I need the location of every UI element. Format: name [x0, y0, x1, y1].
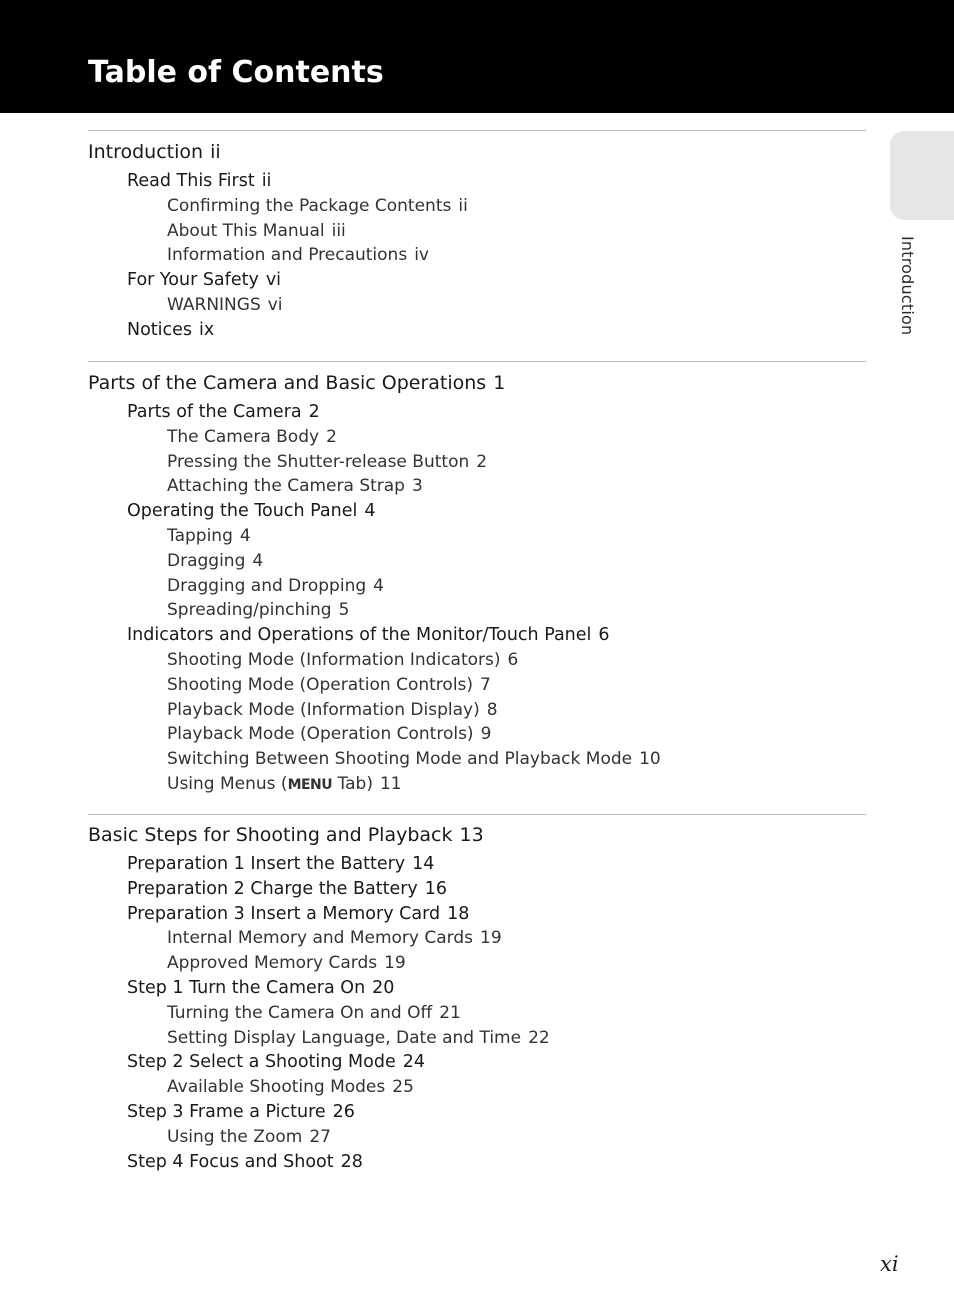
section-tab-label: Introduction: [898, 236, 917, 336]
toc-entry-page: iii: [331, 220, 346, 241]
toc-entry-label: Turning the Camera On and Off: [167, 1002, 433, 1023]
toc-entry-page: 10: [639, 749, 661, 770]
section-tab: [890, 131, 954, 220]
toc-entry-label: Pressing the Shutter-release Button: [167, 451, 470, 472]
toc-entry-label: Internal Memory and Memory Cards: [167, 928, 474, 949]
toc-entry-page: 11: [379, 774, 402, 794]
toc-entry-page: 5: [338, 600, 350, 621]
toc-entry-page: 21: [439, 1002, 461, 1023]
toc-entry-page: 4: [373, 575, 384, 596]
toc-entry-label: Shooting Mode (Operation Controls): [167, 674, 474, 695]
toc-entry-label: Basic Steps for Shooting and Playback: [88, 824, 453, 846]
toc-entry-page: ii: [210, 141, 221, 163]
toc-entry-label: The Camera Body: [167, 426, 320, 447]
toc-entry-label: Spreading/pinching: [167, 600, 332, 621]
toc-entry-page: 13: [459, 824, 484, 846]
toc-entry-page: 2: [476, 451, 488, 472]
page-title: Table of Contents: [88, 55, 384, 90]
toc-entry-label: Step 2 Select a Shooting Mode: [127, 1052, 396, 1073]
toc-entry-label: Approved Memory Cards: [167, 953, 378, 974]
toc-entry-label: Switching Between Shooting Mode and Playback Mode: [167, 749, 633, 770]
toc-entry-page: 6: [507, 650, 519, 670]
toc-entry-label: Playback Mode (Operation Controls): [167, 724, 474, 745]
toc-entry-page: 2: [326, 426, 337, 447]
toc-entry-page: 6: [598, 625, 610, 646]
toc-entry-page: 28: [340, 1151, 363, 1172]
toc-entry-page: 26: [332, 1102, 355, 1122]
toc-entry-label: Step 4 Focus and Shoot: [127, 1151, 334, 1172]
toc-entry-label: Playback Mode (Information Display): [167, 699, 480, 720]
toc-entry-label: Attaching the Camera Strap: [167, 476, 405, 497]
toc-entry-page: vi: [267, 295, 283, 315]
toc-entry-page: 3: [411, 476, 423, 497]
toc-entry-label: Available Shooting Modes: [167, 1077, 386, 1098]
toc-entry-page: 4: [252, 550, 264, 571]
toc-entry-label: Preparation 1 Insert the Battery: [127, 854, 406, 874]
toc-entry-label: Shooting Mode (Information Indicators): [167, 650, 501, 670]
toc-entry-label: Using the Zoom: [167, 1126, 303, 1147]
toc-entry-page: 20: [372, 978, 395, 998]
toc-entry-page: 4: [364, 501, 376, 522]
toc-entry-page: ii: [261, 171, 272, 191]
toc-entry-label: Indicators and Operations of the Monitor/Touch Panel: [127, 625, 592, 646]
toc-entry-page: 24: [402, 1052, 426, 1073]
toc-entry-label: Step 1 Turn the Camera On: [127, 978, 366, 998]
toc-entry-label: Operating the Touch Panel: [127, 501, 358, 522]
toc-entry-page: 27: [309, 1126, 331, 1147]
menu-icon: MENU: [287, 777, 333, 793]
toc-entry-page: 2: [308, 402, 320, 422]
toc-entry-label: Dragging and Dropping: [167, 575, 367, 596]
toc-entry-label: Setting Display Language, Date and Time: [167, 1027, 522, 1048]
toc-entry-page: iv: [414, 245, 429, 266]
title-bar: [0, 0, 954, 113]
section-divider: [88, 130, 866, 131]
toc-entry-label: Preparation 3 Insert a Memory Card: [127, 903, 441, 924]
toc-entry-label: Using Menus (MENU Tab): [167, 774, 373, 794]
toc-entry-page: 19: [384, 953, 406, 974]
toc-entry-label: For Your Safety: [127, 270, 259, 291]
toc-entry-label: Notices: [127, 319, 193, 340]
toc-entry-label: Read This First: [127, 171, 255, 191]
toc-entry-label: WARNINGS: [167, 295, 261, 315]
toc-entry-label: Introduction: [88, 141, 204, 163]
toc-entry-page: 14: [412, 854, 435, 874]
toc-entry-label: Information and Precautions: [167, 245, 408, 266]
section-divider: [88, 814, 866, 815]
toc-entry-page: 18: [447, 903, 470, 924]
toc-entry-label: About This Manual: [167, 220, 325, 241]
toc-entry-page: 16: [424, 878, 448, 899]
toc-entry-page: 4: [239, 526, 251, 546]
toc-entry-page: ix: [199, 319, 215, 340]
section-divider: [88, 361, 866, 362]
toc-entry-page: ii: [458, 195, 468, 216]
toc-entry-label: Parts of the Camera: [127, 402, 302, 422]
toc-entry-page: 25: [392, 1077, 414, 1098]
toc-entry-page: vi: [265, 270, 282, 291]
toc-entry-label: Step 3 Frame a Picture: [127, 1102, 326, 1122]
toc-entry-label: Confirming the Package Contents: [167, 195, 452, 216]
toc-entry-label: Preparation 2 Charge the Battery: [127, 878, 418, 899]
page-number: xi: [880, 1252, 899, 1276]
toc-entry-page: 22: [528, 1027, 550, 1048]
toc-entry-label: Tapping: [167, 526, 233, 546]
toc-entry-page: 7: [480, 674, 491, 695]
toc-entry-page: 9: [480, 724, 492, 745]
toc-entry-label: Dragging: [167, 550, 246, 571]
toc-entry-page: 19: [480, 928, 502, 949]
toc-entry-page: 1: [493, 372, 506, 394]
toc-entry-label: Parts of the Camera and Basic Operations: [88, 372, 487, 394]
toc-entry-page: 8: [486, 699, 498, 720]
